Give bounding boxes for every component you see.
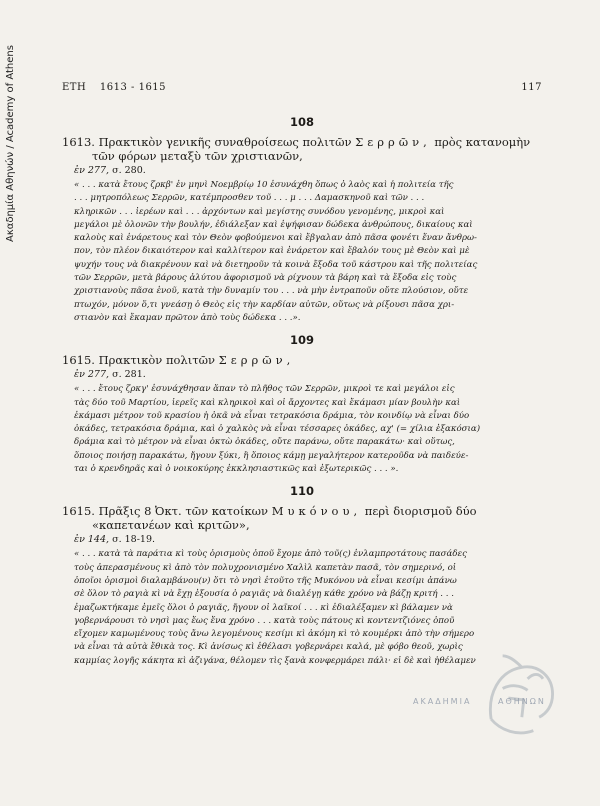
entry-heading-place: Μυκόνου, [271,504,362,519]
quote-line: χριστιανοὺς πᾶσα ἑνοῦ, κατὰ τὴν δυναμίν του . . . νὰ μὴν ἐντραποῦν οὔτε πλούσιον, οὔτε [74,286,469,297]
running-header-years: 1613 - 1615 [99,82,167,93]
quote-line: ὀκάδες, τετρακόσια δράμια, καὶ ὁ χαλκὸς νὰ εἶναι τέσσαρες ὀκάδες, αχ' (= χίλια ἑξακόσια) [74,424,481,435]
entry-source [74,534,542,545]
quote-line: τὰς δύο τοῦ Μαρτίου, ἱερεῖς καὶ κληρικοὶ καὶ οἱ ἄρχοντες καὶ ἔκάμασι μίαν βουλὴν καὶ [74,397,461,408]
quote-line: καλοὺς καὶ ἐνάρετους καὶ τὸν Θεὸν φοβούμενοι καὶ ἔβγαλαν ἀπὸ πᾶσα φονέτι ἕναν ἄνθρω- [74,233,477,244]
entry-number: 108 [289,115,314,129]
quote-line: δράμια καὶ τὸ μέτρον νὰ εἶναι ὀκτὼ ὀκάδες, οὔτε παράνω, οὔτε παρακάτω· καὶ οὕτως, [74,437,455,448]
archive-side-label: Ακαδημία Αθηνών / Academy of Athens [5,45,16,242]
watermark-text-right: ΑΘΗΝΩΝ [497,697,546,706]
entry-source-volume: ἐν 277, [74,165,110,176]
running-header [62,82,542,93]
entry-source [74,369,542,380]
running-header-label: ΕΤΗ [62,82,87,93]
entry-heading-text: 1615. Πρᾶξις 8 Ὀκτ. τῶν κατοίκων [62,504,269,519]
quote-line: « . . . κατὰ ἔτους ζρκβ' ἐν μηνὶ Νοεμβρίῳ 10 ἐσυνάχθη ὅπως ὁ λαὸς καὶ ἡ πολιτεία τῆς [74,180,454,190]
entry-source-volume: ἐν 144, [74,534,110,546]
quote-line: τῶν Σερρῶν, μετὰ βάρους ἀλύτου ἀφορισμοῦ νὰ ρίχνουν τὰ βάρη καὶ τὰ ἔξοδα εἰς τοὺς [74,273,457,284]
entry-number: 109 [289,333,314,348]
entry-110 [62,484,542,668]
quote-line: κληρικῶν . . . ἱερέων καὶ . . . ἀρχόντων καὶ μεγίστης συνόδου γενομένης, μικροὶ καὶ [74,206,445,217]
quote-line: εἴχομεν καμωμένους τοὺς ἄνω λεγομένους κεσίμι κὶ ἀκόμη κὶ τὸ κουμέρκι ἀπὸ τὴν σήμερο [74,629,475,640]
quote-line: πτωχόν, μόνον ὅ,τι γνεάσῃ ὁ Θεὸς εἰς τὴν καρδίαν αὐτῶν, οὕτως νὰ ρίξουσι πᾶσα χρι- [74,299,455,310]
entry-source-volume: ἐν 277, [74,369,110,381]
entry-heading-place: Σερρῶν, [218,353,295,368]
entry-source-page: σ. 280. [112,165,146,176]
entry-quote [74,179,542,325]
entry-source [74,165,542,176]
entry-108 [62,115,542,325]
entry-heading-text: 1615. Πρακτικὸν πολιτῶν [62,353,215,368]
quote-line: στιανὸν καὶ ἔκαμαν πρῶτον ἀπὸ τοὺς δώδεκα . . .». [74,312,301,323]
quote-line: « . . . κατὰ τὰ παράτια κὶ τοὺς ὁρισμοὺς ὁποῦ ἔχομε ἀπὸ τοῦ(ς) ἐνλαμπροτάτους πασάδες [74,549,467,560]
quote-line: ὁποῖοι ὁρισμοὶ διαλαμβάνου(ν) ὅτι τὸ νησὶ ἐτοῦτο τῆς Μυκόνου νὰ εἶναι κεσίμι ἀπάνω [74,575,457,586]
entry-heading-place: Σερρῶν, [355,135,431,149]
quote-line: ται ὁ κρενδηρᾶς καὶ ὁ νοικοκύρης ἐκκλησιαστικῶς καὶ ἐξωτερικῶς . . . ». [74,464,399,475]
entry-source-page: σ. 18-19. [112,534,156,546]
quote-line: καμμίας λογῆς κάκητα κὶ ἀζιγάνα, θέλομεν τὶς ξανὰ κονφερμάρει πάλι· εἰ δὲ καὶ ἠθέλαμεν [74,655,476,666]
running-header-left [62,82,166,93]
quote-line: τοὺς ἀπερασμένους κὶ ἀπὸ τὸν πολυχρονισμένο Χαλὶλ καπετὰν πασᾶ, τὸν σημερινό, οἱ [74,562,457,573]
document-page [62,82,542,668]
quote-line: γοβερνάρουσι τὸ νησὶ μας ἕως ἕνα χρόνο . . . κατὰ τοὺς πάτους κὶ κοντεντζιόνες ὁποῦ [74,615,455,626]
entry-heading-rest: περὶ διορισμοῦ δύο «καπετανέων καὶ κριτῶν», [92,504,477,533]
quote-line: ἐμαζωκτήκαμε ἐμεῖς ὅλοι ὁ ραγιᾶς, ἤγουν οἱ λαϊκοί . . . κὶ ἐδιαλέξαμεν κὶ βάλαμεν νὰ [74,602,453,613]
quote-line: νὰ εἶναι τὰ αὐτὰ ἔθικὰ τος. Κὶ ἀνίσως κὶ ἐθέλασι γοβερνάρει καλά, μὲ φόβο θεοῦ, χωρὶς [74,642,463,653]
quote-line: ὅποιος ποιήσῃ παρακάτω, ἤγουν ξύκι, ἢ ὅποιος κάμῃ μεγαλήτερον κατεροῦδα νὰ παιδεύε- [74,450,469,461]
quote-line: πον, τὸν πλέον δικαιότερον καὶ καλλίτερον καὶ ἐνάρετον καὶ ἔβαλόν τους μὲ Θεὸν καὶ μὲ [74,246,470,257]
quote-line: ἐκάμασι μέτρον τοῦ κρασίου ἡ ὀκᾶ νὰ εἶναι τετρακόσια δράμια, τὸν κοινδίῳ νὰ εἶναι δύο [74,410,470,421]
page-number: 117 [521,82,542,93]
entry-heading-rest: πρὸς κατανομὴν τῶν φόρων μεταξὺ τῶν χριστιανῶν, [92,135,531,163]
quote-line: ψυχήν τους νὰ διακρένουν καὶ νὰ διετηροῦν τὰ κοινὰ ἔξοδα τοῦ κάστρου καὶ τῆς πολιτείας [74,259,478,270]
quote-line: σὲ ὅλον τὸ ραγιὰ κὶ νὰ ἔχῃ ἐξουσία ὁ ραγιᾶς νὰ διαλέγῃ κάθε χρόνο νὰ βάζῃ κριτή . . . [74,589,454,600]
quote-line: . . . μητροπόλεως Σερρῶν, κατέμπροσθεν τοῦ . . . μ . . . Δαμασκηνοῦ καὶ τῶν . . . [74,193,425,204]
entry-109 [62,333,542,476]
entry-quote [74,383,542,476]
entry-heading [62,135,542,163]
entry-source-page: σ. 281. [112,369,146,381]
academy-watermark-text [413,697,546,706]
entry-number: 110 [289,484,314,499]
entry-heading [62,353,542,367]
entry-heading [62,504,542,532]
quote-line: μεγάλοι μὲ ὁλονῶν τὴν βουλήν, ἐδιάλεξαν καὶ ἐψήφισαν δώδεκα ἀνθρώπους, δικαίους καὶ [74,219,473,230]
entry-heading-text: 1613. Πρακτικὸν γενικῆς συναθροίσεως πολιτῶν [62,135,352,149]
watermark-text-left: ΑΚΑΔΗΜΙΑ [413,697,472,706]
quote-line: « . . . ἔτους ζρκγ' ἐσυνάχθησαν ἅπαν τὸ πλῆθος τῶν Σερρῶν, μικροὶ τε καὶ μεγάλοι εἰς [74,384,455,395]
